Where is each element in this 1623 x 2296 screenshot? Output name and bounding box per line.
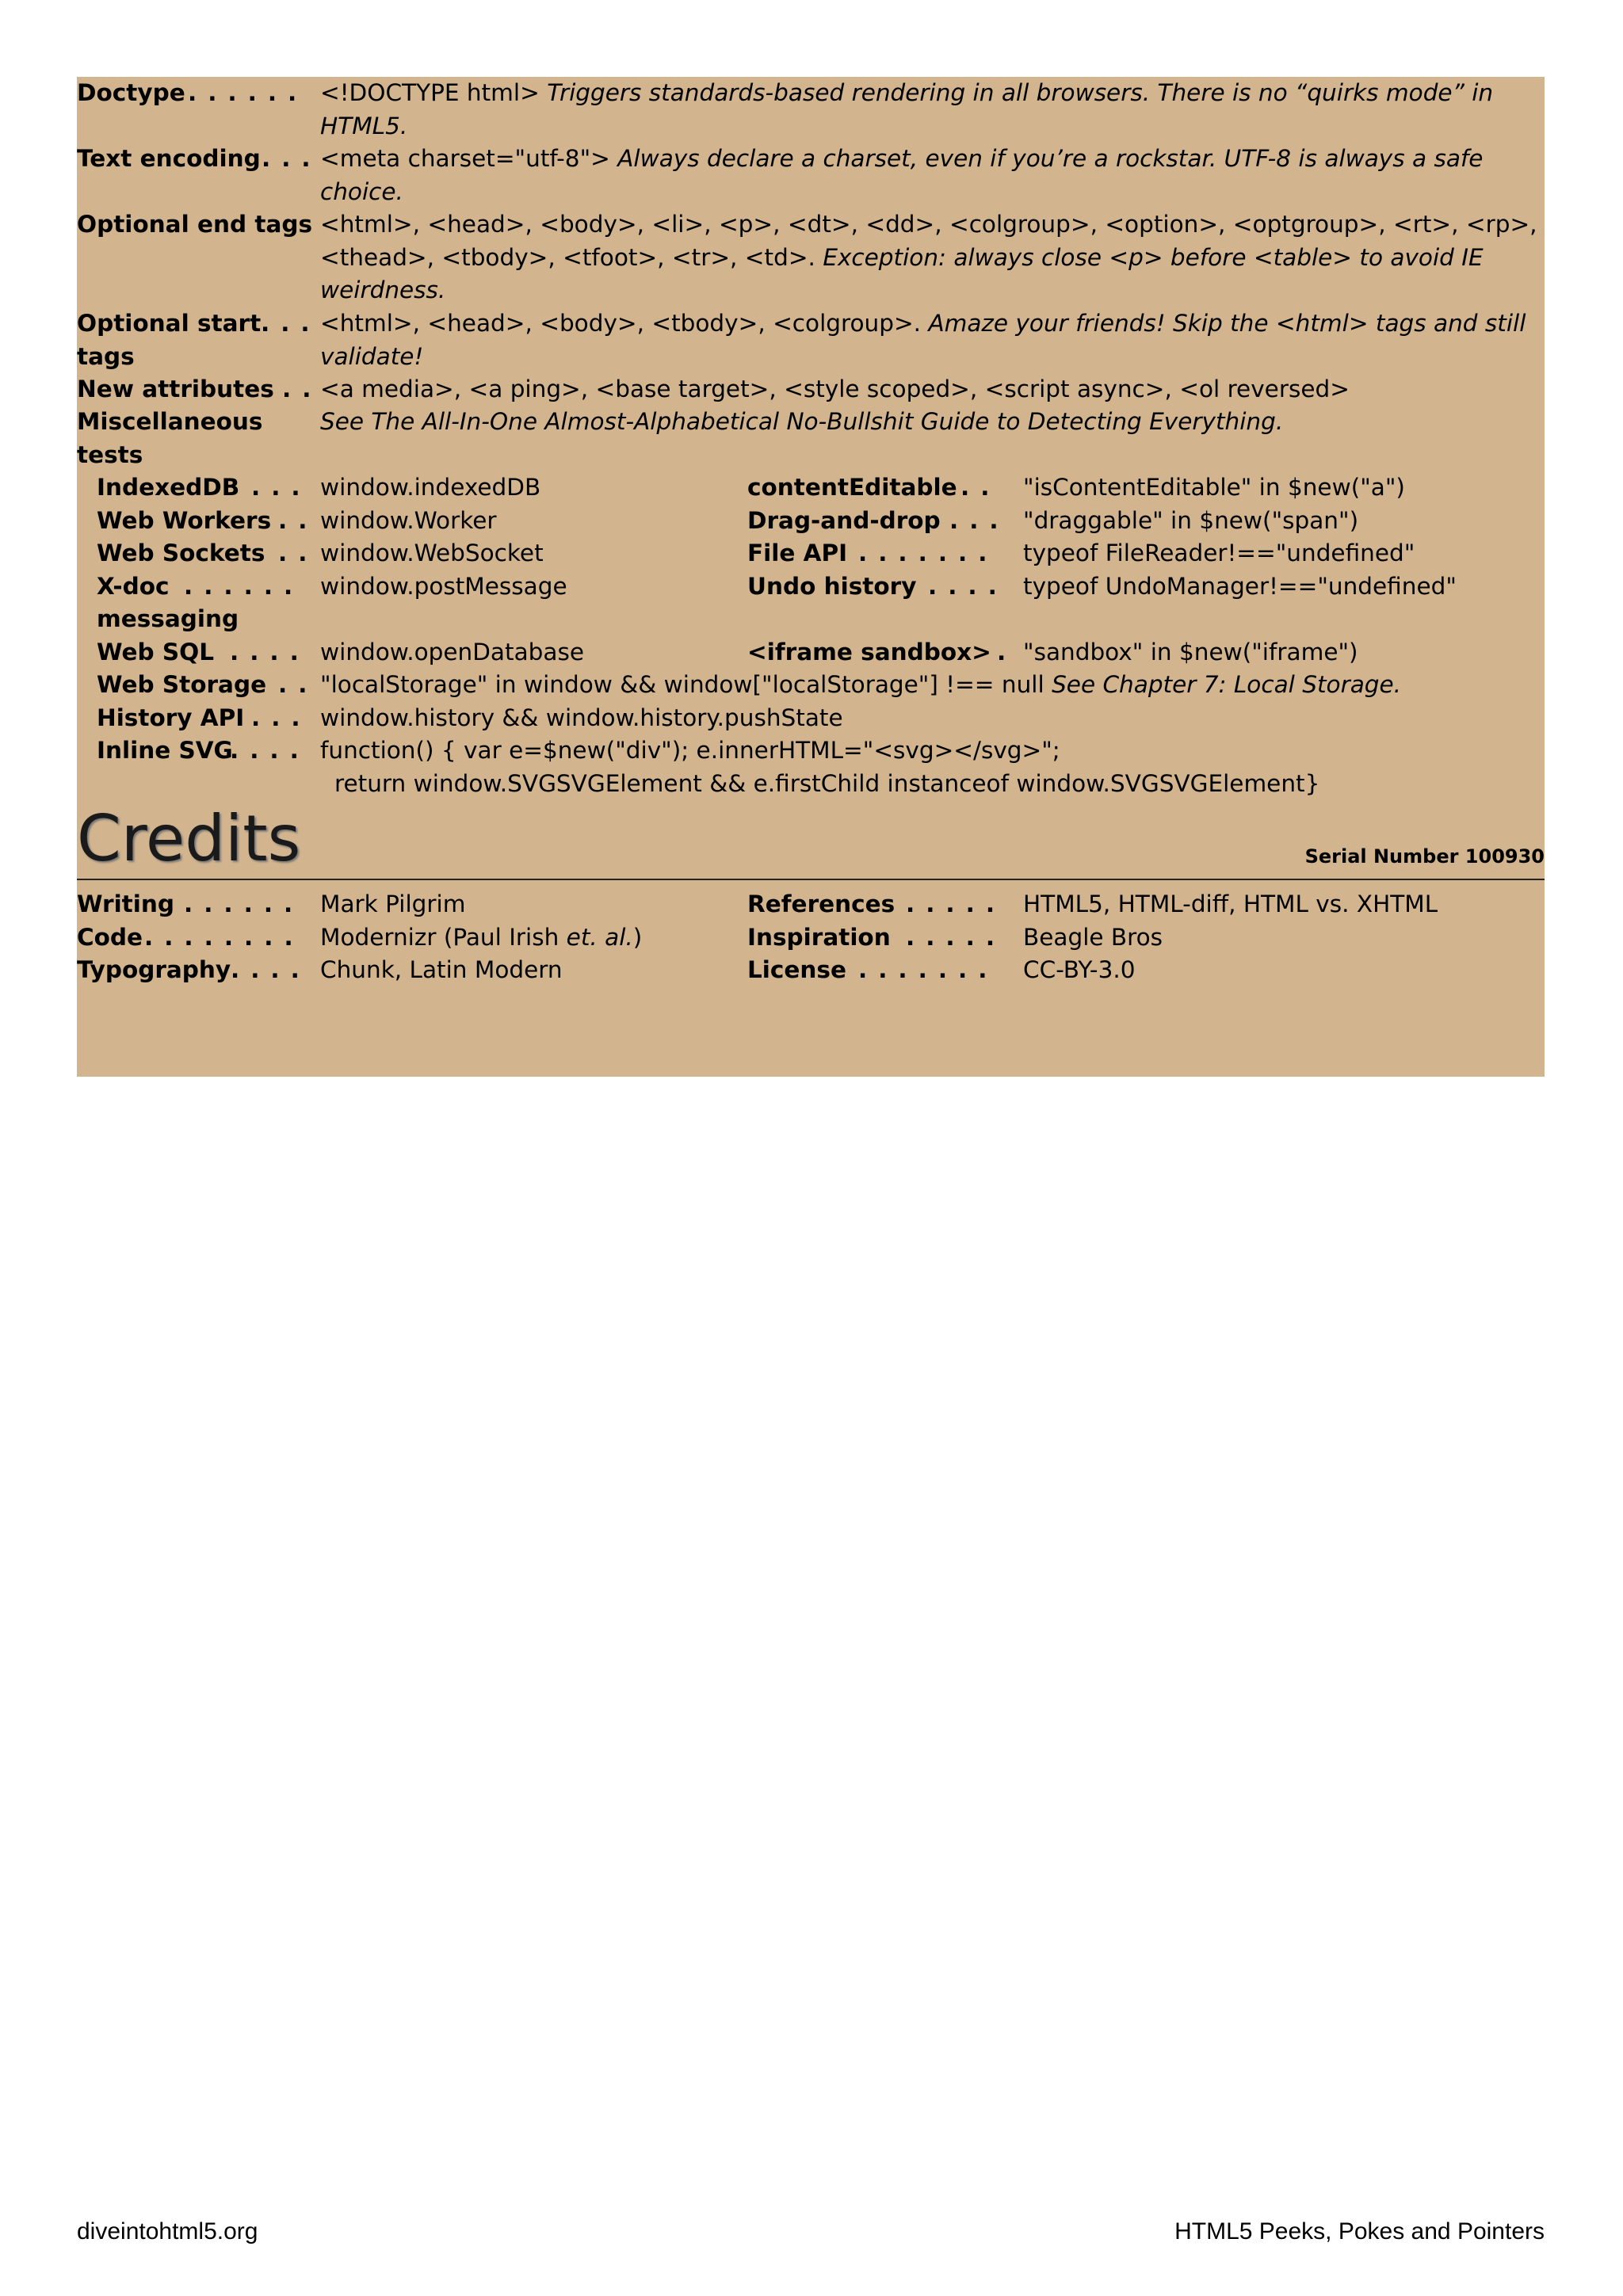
credit-value: Mark Pilgrim xyxy=(320,891,466,917)
test-value: "isContentEditable" in $new("a") xyxy=(1023,474,1405,501)
test-value: "draggable" in $new("span") xyxy=(1023,506,1359,534)
test-value: window.postMessage xyxy=(320,572,567,600)
leader-dots: ...... xyxy=(184,891,304,917)
credits-divider xyxy=(77,879,1545,880)
test-value: window.openDatabase xyxy=(320,638,584,666)
test-value: window.history && window.history.pushState xyxy=(320,704,843,731)
doctype-label: Doctype xyxy=(77,79,185,106)
test-value: "sandbox" in $new("iframe") xyxy=(1023,638,1358,666)
test-value: "localStorage" in window && window["localStorage"] !== null xyxy=(320,671,1044,698)
credit-label: Typography xyxy=(77,956,231,983)
credit-label: Code xyxy=(77,923,143,951)
test-label: contentEditable xyxy=(747,474,957,501)
credit-value: CC-BY-3.0 xyxy=(1023,956,1136,983)
new-attributes-label: New attributes xyxy=(77,376,274,402)
test-value-line2: return window.SVGSVGElement && e.firstChild instanceof window.SVGSVGElement} xyxy=(334,769,1320,797)
cheat-sheet-panel xyxy=(77,77,1545,1077)
leader-dots: ... xyxy=(251,474,311,501)
test-label: Web Workers xyxy=(97,506,272,534)
credit-value: HTML5, HTML-diff, HTML vs. XHTML xyxy=(1023,891,1438,917)
leader-dots: .... xyxy=(928,572,1008,600)
test-label: Web Sockets xyxy=(97,540,265,566)
test-value: window.Worker xyxy=(320,506,497,534)
leader-dots: ...... xyxy=(184,572,304,600)
leader-dots: .... xyxy=(231,956,311,983)
leader-dots: .. xyxy=(278,671,319,698)
test-value: window.indexedDB xyxy=(320,474,541,501)
credit-value-emphasis: et. al. xyxy=(566,923,633,951)
test-value: typeof FileReader!=="undefined" xyxy=(1023,540,1415,566)
leader-dots: ... xyxy=(261,310,321,337)
misc-tests-label-line2: tests xyxy=(77,441,143,468)
leader-dots: ....... xyxy=(858,956,999,983)
credit-label: License xyxy=(747,956,846,983)
test-label: Web SQL xyxy=(97,638,215,666)
test-label: Undo history xyxy=(747,572,917,600)
optional-end-tags-note: Exception: always close <p> before <table> to avoid IE weirdness. xyxy=(320,243,1484,303)
optional-start-tags-label-line2: tags xyxy=(77,342,135,370)
credit-label: Writing xyxy=(77,891,175,917)
test-label: Inline SVG xyxy=(97,737,233,764)
test-note: See Chapter 7: Local Storage. xyxy=(1052,671,1402,698)
doctype-note: Triggers standards-based rendering in all browsers. There is no “quirks mode” in HTML5. xyxy=(320,79,1494,139)
leader-dots: ... xyxy=(262,145,322,172)
leader-dots: .. xyxy=(278,506,319,534)
optional-start-tags-note: Amaze your friends! Skip the <html> tags and still validate! xyxy=(320,310,1526,370)
text-encoding-code: <meta charset="utf-8"> xyxy=(320,145,610,172)
credit-label: References xyxy=(747,891,896,917)
leader-dots: .. xyxy=(278,540,319,566)
test-label: File API xyxy=(747,540,848,566)
leader-dots: .... xyxy=(230,638,310,666)
optional-start-tags-code: <html>, <head>, <body>, <tbody>, <colgroup>. xyxy=(320,310,922,337)
leader-dots: ..... xyxy=(906,923,1006,951)
text-encoding-note: Always declare a charset, even if you’re a rockstar. UTF-8 is always a safe choice. xyxy=(320,145,1484,205)
leader-dots: . xyxy=(997,638,1018,666)
test-value: function() { var e=$new("div"); e.innerHTML="<svg></svg>"; xyxy=(320,737,1060,764)
leader-dots: ...... xyxy=(188,79,308,106)
leader-dots: ... xyxy=(251,704,311,731)
test-label: IndexedDB xyxy=(97,474,240,501)
misc-tests-note: See The All-In-One Almost-Alphabetical No-Bullshit Guide to Detecting Everything. xyxy=(320,408,1284,435)
test-value: window.WebSocket xyxy=(320,540,544,566)
footer-title: HTML5 Peeks, Pokes and Pointers xyxy=(1174,2218,1545,2245)
test-label: <iframe sandbox> xyxy=(747,638,991,666)
leader-dots: .. xyxy=(960,474,1001,501)
test-label: History API xyxy=(97,704,245,731)
serial-number: Serial Number 100930 xyxy=(1304,845,1545,868)
credit-value: Beagle Bros xyxy=(1023,923,1163,951)
credit-value: Modernizr (Paul Irish xyxy=(320,923,567,951)
credits-heading: Credits xyxy=(77,802,301,875)
leader-dots: .... xyxy=(230,737,310,764)
misc-tests-label-line1: Miscellaneous xyxy=(77,408,263,435)
new-attributes-code: <a media>, <a ping>, <base target>, <style scoped>, <script async>, <ol reversed> xyxy=(320,376,1350,402)
leader-dots: .. xyxy=(282,376,323,402)
leader-dots: ........ xyxy=(144,923,304,951)
doctype-code: <!DOCTYPE html> xyxy=(320,79,540,106)
optional-end-tags-label: Optional end tags xyxy=(77,211,313,238)
text-encoding-label: Text encoding xyxy=(77,145,261,172)
test-label-line1: X-doc xyxy=(97,572,170,600)
credit-value-end: ) xyxy=(632,923,643,951)
test-label: Web Storage xyxy=(97,671,267,698)
test-label: Drag-and-drop xyxy=(747,506,941,534)
leader-dots: ... xyxy=(949,506,1010,534)
credit-value: Chunk, Latin Modern xyxy=(320,956,563,983)
footer-site: diveintohtml5.org xyxy=(77,2218,258,2245)
leader-dots: ..... xyxy=(906,891,1006,917)
test-value: typeof UndoManager!=="undefined" xyxy=(1023,572,1457,600)
optional-start-tags-label-line1: Optional start xyxy=(77,310,262,337)
leader-dots: ....... xyxy=(858,540,999,566)
test-label-line2: messaging xyxy=(97,605,239,632)
credit-label: Inspiration xyxy=(747,923,891,951)
optional-end-tags-code: <html>, <head>, <body>, <li>, <p>, <dt>, <dd>, <colgroup>, <option>, <optgroup>, <rt>, <rp>, <thead>, <tbody>, <tfoot>, <tr>, <td>. xyxy=(320,211,1537,271)
